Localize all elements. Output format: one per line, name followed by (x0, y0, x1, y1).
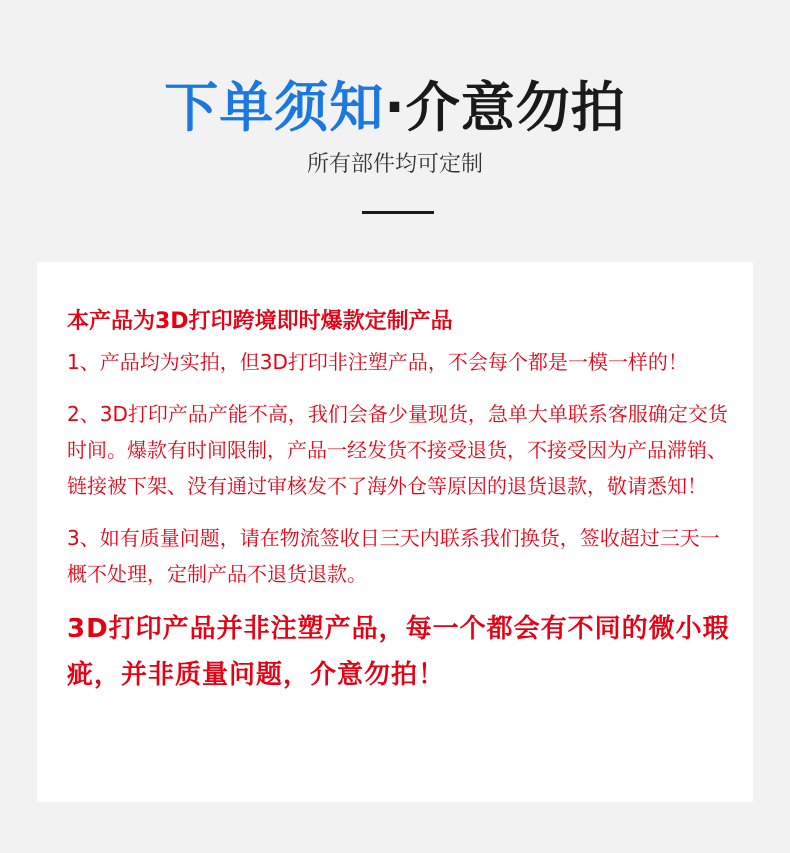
notice-heading: 本产品为3D打印跨境即时爆款定制产品 (67, 309, 453, 334)
notice-item-1: 1、产品均为实拍，但3D打印非注塑产品，不会每个都是一模一样的！ (67, 350, 688, 374)
notice-item-3: 3、如有质量问题，请在物流签收日三天内联系我们换货，签收超过三天一概不处理，定制产品不退货退款。 (67, 526, 720, 586)
title-divider (362, 211, 434, 214)
notice-content (67, 302, 737, 698)
notice-card (37, 262, 753, 802)
title-sub: 介意勿拍 (405, 76, 626, 139)
page-subtitle: 所有部件均可定制 (306, 152, 483, 177)
title-main: 下单须知 (164, 76, 385, 139)
notice-item-2: 2、3D打印产品产能不高，我们会备少量现货，急单大单联系客服确定交货时间。爆款有时间限制，产品一经发货不接受退货，不接受因为产品滞销、链接被下架、没有通过审核发不了海外仓等原因的退货退款，敬请悉知！ (67, 402, 728, 498)
notice-emphasis: 3D打印产品并非注塑产品，每一个都会有不同的微小瑕疵，并非质量问题，介意勿拍！ (67, 614, 730, 690)
page-title (0, 76, 790, 140)
title-dot: · (384, 76, 406, 139)
